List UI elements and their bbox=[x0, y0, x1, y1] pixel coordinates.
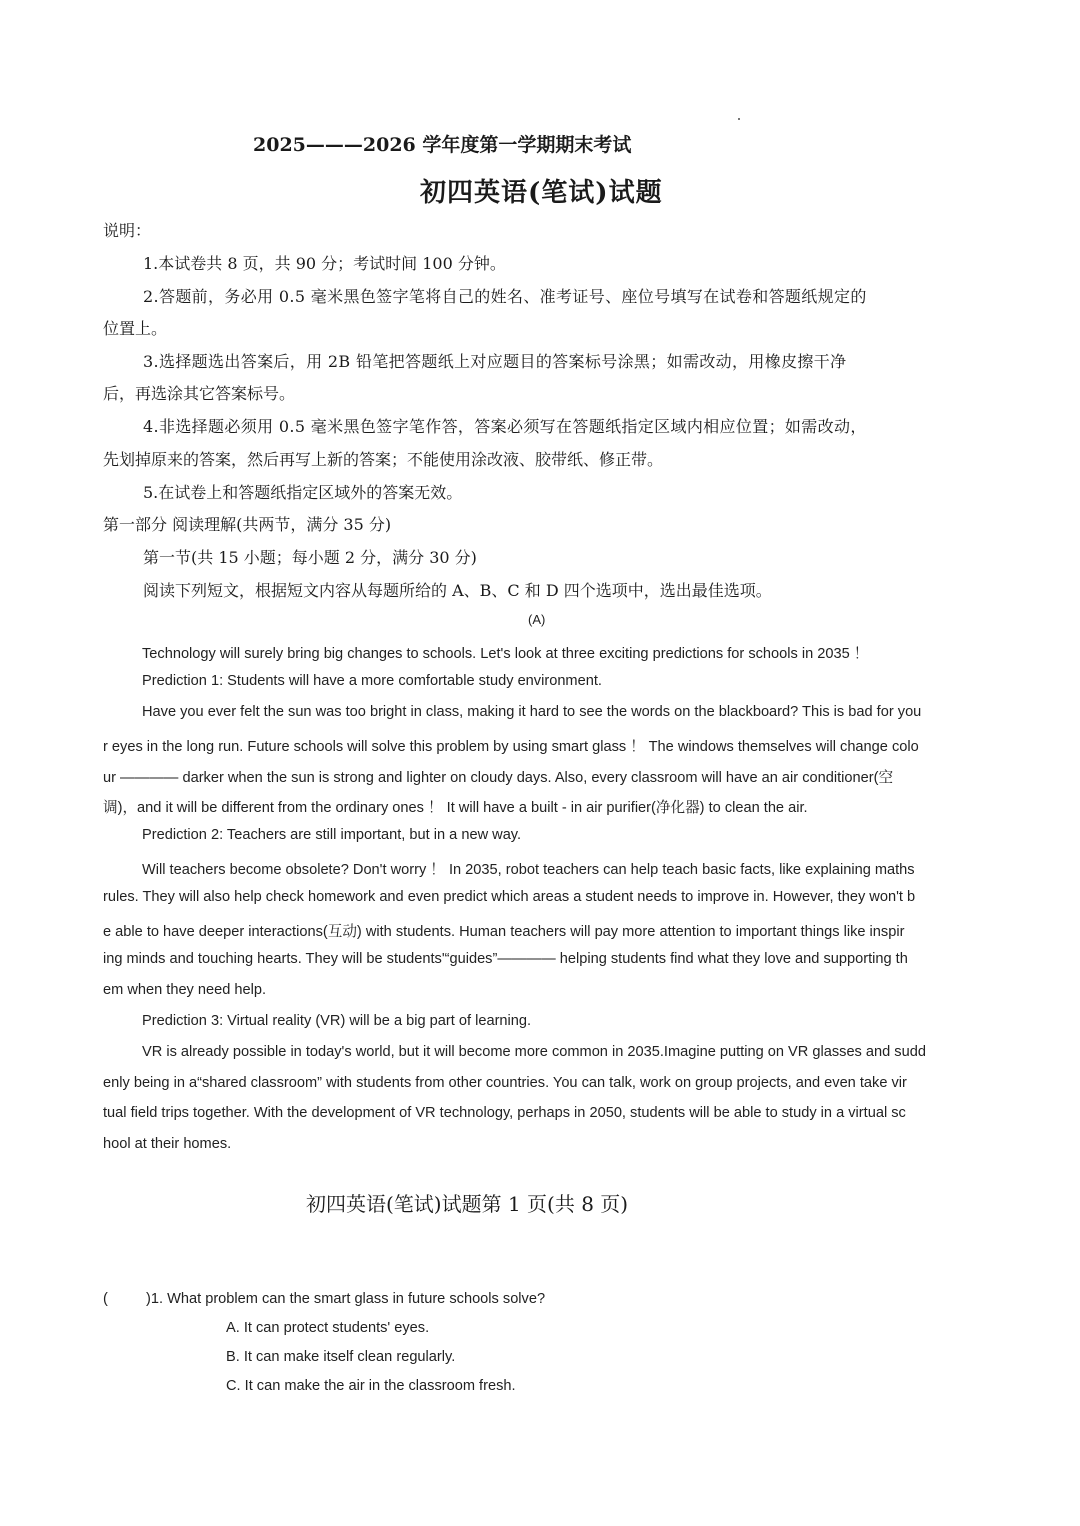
instruction-line: 位置上。 bbox=[103, 319, 168, 338]
instruction-line: 5.在试卷上和答题纸指定区域外的答案无效。 bbox=[143, 483, 463, 502]
instructions-heading: 说明： bbox=[103, 221, 152, 240]
passage-line: 调)，and it will be different from the ordinary ones ！ It will have a built - in air purifier(净化器) to clean the air. bbox=[103, 800, 808, 816]
passage-line: Have you ever felt the sun was too bright in class, making it hard to see the words on the blackboard? This is bad for you bbox=[142, 704, 922, 720]
passage-line: e able to have deeper interactions(互动) with students. Human teachers will pay more attention to important things like inspir bbox=[103, 924, 905, 940]
part-one-title: 第一部分 阅读理解(共两节，满分 35 分) bbox=[103, 515, 392, 534]
instruction-line: 后，再选涂其它答案标号。 bbox=[103, 384, 296, 403]
page-footer: 初四英语(笔试)试题第 1 页(共 8 页) bbox=[306, 1192, 629, 1216]
passage-line: tual field trips together. With the development of VR technology, perhaps in 2050, students will be able to study in a virtual sc bbox=[103, 1105, 906, 1121]
instruction-line: 1.本试卷共 8 页，共 90 分；考试时间 100 分钟。 bbox=[143, 254, 506, 273]
instruction-line: 4.非选择题必须用 0.5 毫米黑色签字笔作答，答案必须写在答题纸指定区域内相应位置；如需改动， bbox=[143, 417, 867, 436]
passage-label: (A) bbox=[528, 612, 546, 627]
instruction-line: 2.答题前，务必用 0.5 毫米黑色签字笔将自己的姓名、准考证号、座位号填写在试卷和答题纸规定的 bbox=[143, 287, 867, 306]
section-title: 第一节(共 15 小题；每小题 2 分，满分 30 分) bbox=[143, 548, 477, 567]
passage-line: Prediction 3: Virtual reality (VR) will be a big part of learning. bbox=[142, 1013, 532, 1029]
instruction-line: 3.选择题选出答案后，用 2B 铅笔把答题纸上对应题目的答案标号涂黑；如需改动，用橡皮擦干净 bbox=[143, 352, 847, 371]
passage-line: VR is already possible in today's world, but it will become more common in 2035.Imagine putting on VR glasses and sudd bbox=[142, 1044, 926, 1060]
passage-line: ur ———— darker when the sun is strong and lighter on cloudy days. Also, every classroom will have an air conditioner(空 bbox=[103, 770, 894, 786]
passage-line: Prediction 2: Teachers are still important, but in a new way. bbox=[142, 827, 522, 843]
instruction-line: 先划掉原来的答案，然后再写上新的答案；不能使用涂改液、胶带纸、修正带。 bbox=[103, 450, 664, 469]
passage-line: ing minds and touching hearts. They will be students'“guides”———— helping students find what they love and supporting th bbox=[103, 951, 908, 967]
passage-line: Prediction 1: Students will have a more comfortable study environment. bbox=[142, 673, 602, 689]
passage-line: enly being in a“shared classroom” with students from other countries. You can talk, work on group projects, and even take vir bbox=[103, 1075, 907, 1091]
subject-title: 初四英语(笔试)试题 bbox=[420, 178, 663, 208]
passage-line: Will teachers become obsolete? Don't worry ！ In 2035, robot teachers can help teach basic facts, like explaining maths bbox=[142, 862, 915, 878]
answer-blank-open: ( bbox=[103, 1291, 108, 1307]
passage-line: r eyes in the long run. Future schools will solve this problem by using smart glass ！ The windows themselves will change colo bbox=[103, 739, 919, 755]
question-option: A. It can protect students' eyes. bbox=[226, 1320, 430, 1336]
passage-line: hool at their homes. bbox=[103, 1136, 232, 1152]
question-stem: )1. What problem can the smart glass in future schools solve? bbox=[146, 1291, 546, 1307]
section-directions: 阅读下列短文，根据短文内容从每题所给的 A、B、C 和 D 四个选项中，选出最佳选项。 bbox=[143, 581, 772, 600]
scan-speck bbox=[738, 118, 740, 120]
exam-title: 2025———2026 学年度第一学期期末考试 bbox=[253, 134, 632, 156]
question-option: C. It can make the air in the classroom fresh. bbox=[226, 1378, 516, 1394]
passage-line: Technology will surely bring big changes to schools. Let's look at three exciting predictions for schools in 2035 ！ bbox=[142, 646, 869, 662]
passage-line: rules. They will also help check homework and even predict which areas a student needs to improve in. However, they won't b bbox=[103, 889, 916, 905]
passage-line: em when they need help. bbox=[103, 982, 267, 998]
question-option: B. It can make itself clean regularly. bbox=[226, 1349, 456, 1365]
